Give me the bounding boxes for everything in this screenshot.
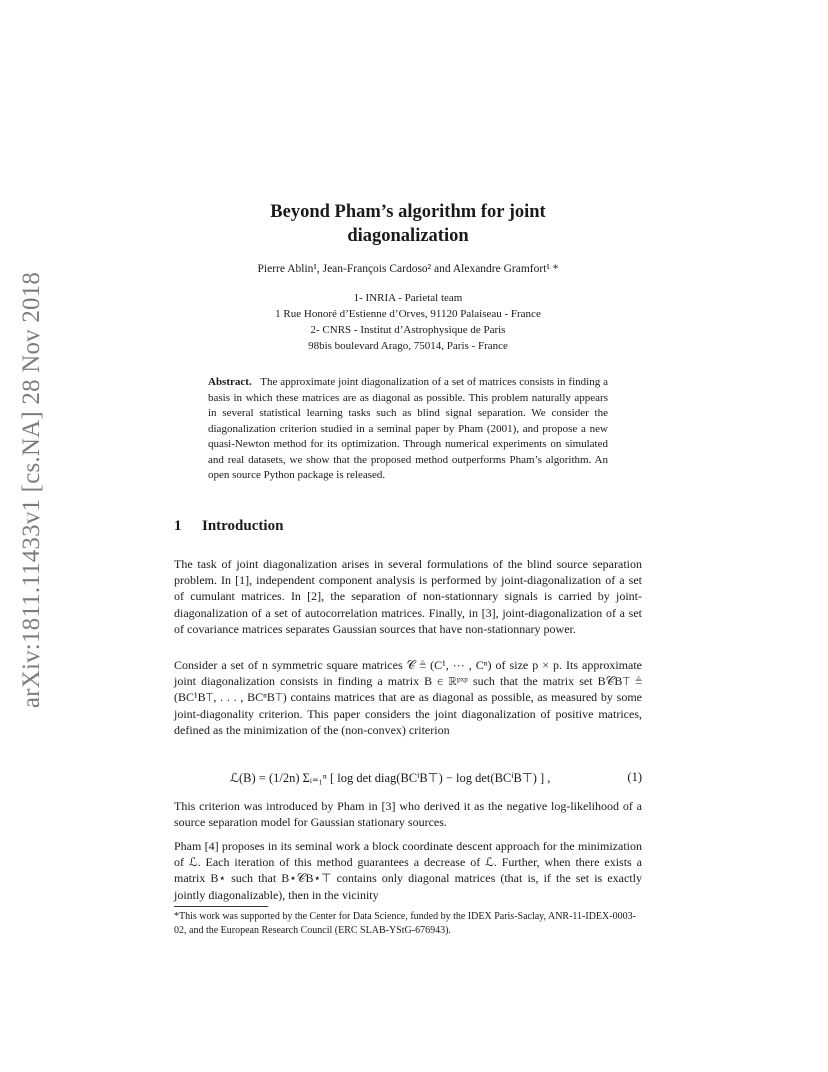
affiliation-1-address: 1 Rue Honoré d’Estienne d’Orves, 91120 Palaiseau - France: [275, 308, 541, 320]
equation-body: ℒ(B) = (1/2n) Σᵢ₌₁ⁿ [ log det diag(BCⁱB⊤) − log det(BCⁱB⊤) ] ,: [230, 771, 551, 785]
affiliation-2-address: 98bis boulevard Arago, 75014, Paris - France: [308, 340, 508, 352]
intro-paragraph-1: The task of joint diagonalization arises in several formulations of the blind source separation problem. In [1], independent component analysis is performed by joint-diagonalization of a set of cumulant matrices. In [2], the separation of non-stationnary signals is carried by joint-diagonalization of a set of autocorrelation matrices. Finally, in [3], joint-diagonalization of a set of covariance matrices separates Gaussian sources that have non-stationnary power.: [174, 557, 642, 636]
affiliation-2-name: 2- CNRS - Institut d’Astrophysique de Paris: [310, 324, 506, 336]
section-number: 1: [174, 518, 182, 534]
title-line-2: diagonalization: [347, 226, 469, 246]
intro-paragraph-4: Pham [4] proposes in its seminal work a block coordinate descent approach for the minimization of ℒ. Each iteration of this method guarantees a decrease of ℒ. Further, when there exists a matrix B⋆ such that B⋆𝒞B⋆⊤ contains only diagonal matrices (that is, if the set is exactly jointly diagonalizable), then in the vicinity: [174, 839, 642, 902]
affiliation-2: [174, 322, 642, 354]
intro-paragraph-2: Consider a set of n symmetric square matrices 𝒞 ≜ (C¹, ⋯ , Cⁿ) of size p × p. Its approximate joint diagonalization consists in finding a matrix B ∈ ℝᵖˣᵖ such that the matrix set B𝒞B⊤ ≜ (BC¹B⊤, . . . , BCⁿB⊤) contains matrices that are as diagonal as possible, as measured by some joint-diagonality criterion. This paper considers the joint diagonalization of positive matrices, defined as the minimization of the (non-convex) criterion: [174, 658, 642, 737]
arxiv-identifier: arXiv:1811.11433v1 [cs.NA] 28 Nov 2018: [18, 271, 45, 709]
section-title: Introduction: [202, 518, 284, 534]
funding-footnote: *This work was supported by the Center for Data Science, funded by the IDEX Paris-Saclay, ANR-11-IDEX-0003-02, and the European Research Council (ERC SLAB-YStG-676943).: [174, 911, 636, 936]
author-list: Pierre Ablin¹, Jean-François Cardoso² and Alexandre Gramfort¹ *: [257, 263, 559, 275]
intro-paragraph-3: This criterion was introduced by Pham in [3] who derived it as the negative log-likelihood of a source separation model for Gaussian stationary sources.: [174, 799, 642, 830]
abstract-label: Abstract: [208, 376, 249, 388]
footnote-divider: [174, 906, 268, 907]
paper-title: [174, 200, 642, 248]
equation-1: [174, 760, 642, 800]
equation-number: (1): [627, 770, 642, 784]
affiliation-1: [174, 290, 642, 322]
abstract-text: The approximate joint diagonalization of a set of matrices consists in finding a basis in which these matrices are as diagonal as possible. This problem naturally appears in several statistical learning tasks such as blind signal separation. We consider the diagonalization criterion studied in a seminal paper by Pham (2001), and propose a new quasi-Newton method for its optimization. Through numerical experiments on simulated and real datasets, we show that the proposed method outperforms Pham’s algorithm. An open source Python package is released.: [208, 376, 608, 481]
abstract-block: Abstract. The approximate joint diagonalization of a set of matrices consists in finding a basis in which these matrices are as diagonal as possible. This problem naturally appears in several statistical learning tasks such as blind signal separation. We consider the diagonalization criterion studied in a seminal paper by Pham (2001), and propose a new quasi-Newton method for its optimization. Through numerical experiments on simulated and real datasets, we show that the proposed method outperforms Pham’s algorithm. An open source Python package is released.: [208, 376, 608, 481]
arxiv-sidebar-stamp: [12, 270, 52, 710]
section-heading-introduction: [174, 518, 283, 535]
affiliation-1-name: 1- INRIA - Parietal team: [353, 292, 463, 304]
title-line-1: Beyond Pham’s algorithm for joint: [270, 202, 546, 222]
